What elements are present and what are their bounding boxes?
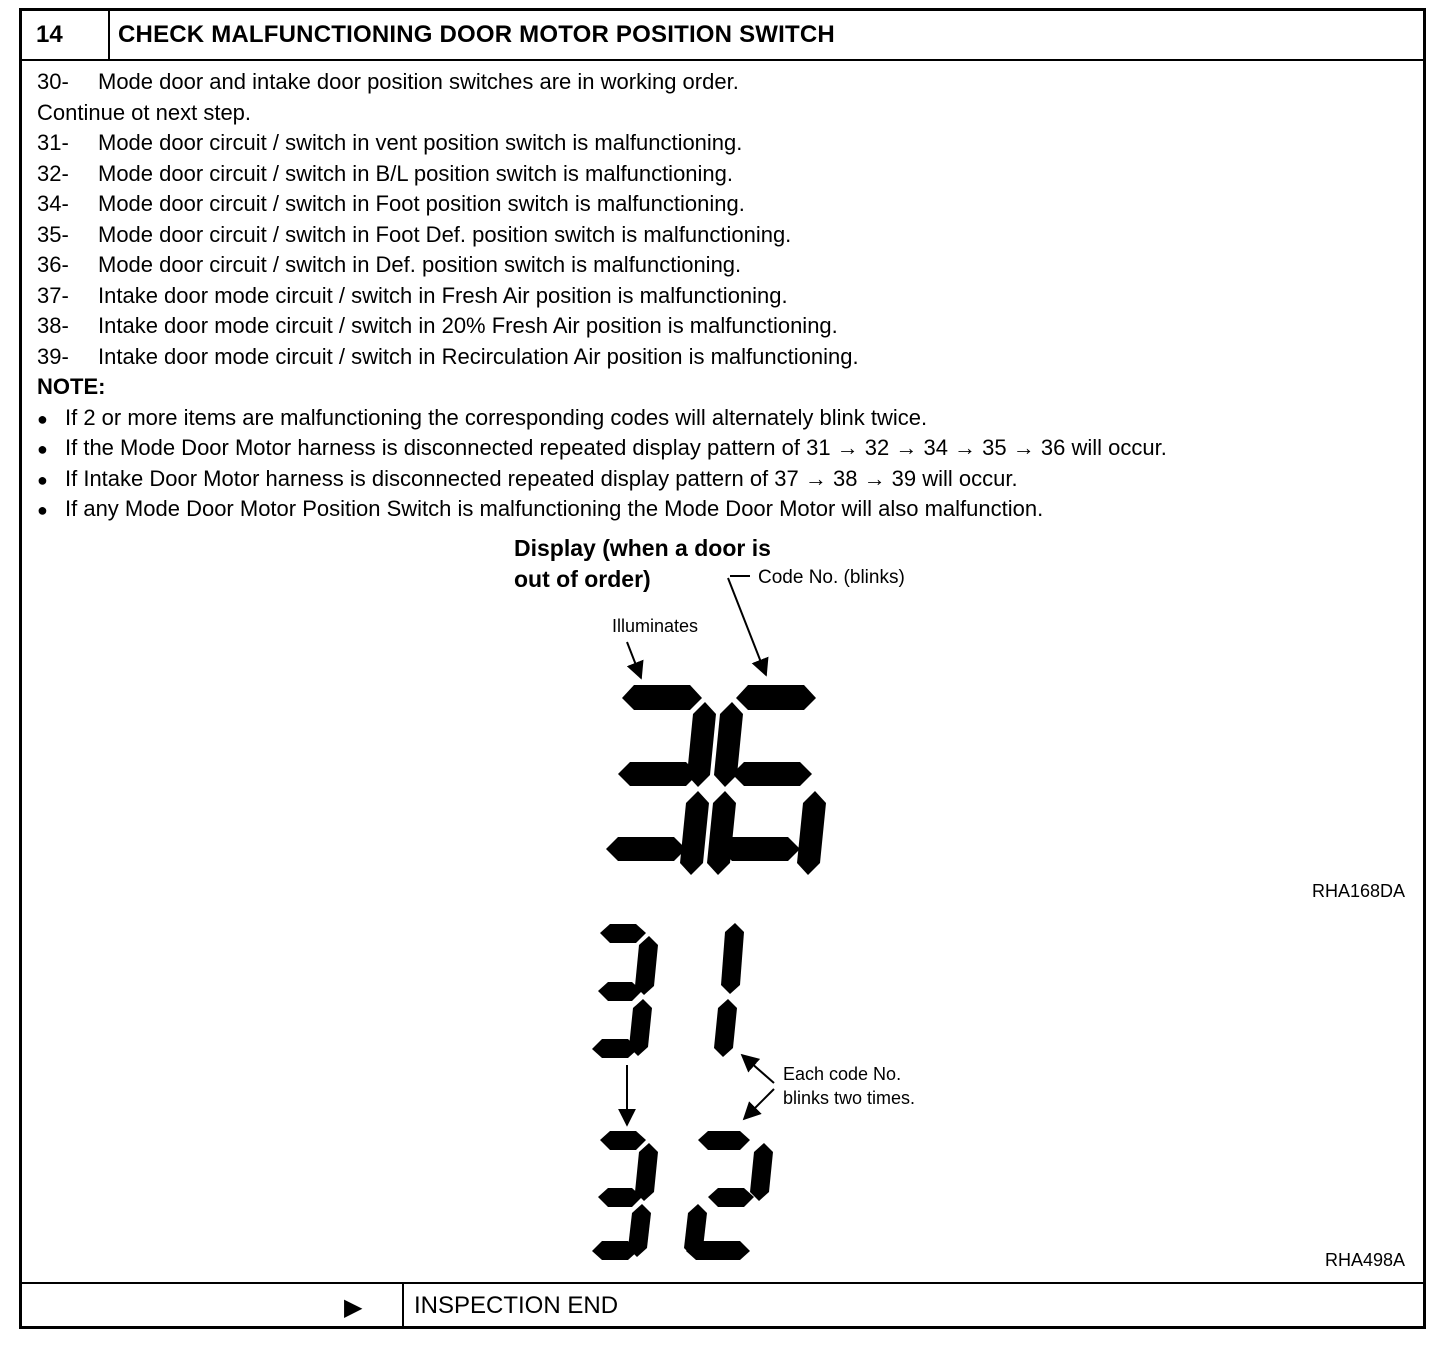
seven-segment-digit-1 [714,923,744,1057]
note-label: NOTE: [37,374,106,399]
play-arrow-icon: ▶ [344,1294,363,1321]
note-text: If any Mode Door Motor Position Switch is malfunctioning the Mode Door Motor will also malfunction. [65,496,1044,521]
code-description: Mode door circuit / switch in B/L position switch is malfunctioning. [98,160,734,186]
seven-segment-digit-3 [592,924,658,1058]
code-number: 38- [37,313,69,338]
code-description: Mode door circuit / switch in Def. position switch is malfunctioning. [98,252,742,277]
code-description: Mode door circuit / switch in Foot position switch is malfunctioning. [98,191,745,216]
code-number: 35- [37,221,69,247]
code-description: Intake door mode circuit / switch in 20% Fresh Air position is malfunctioning. [98,313,838,338]
figure-reference: RHA168DA [1312,881,1406,901]
blink-note: Each code No. [783,1064,902,1084]
arrow-icon [728,578,766,675]
step-number: 14 [22,11,110,59]
code-number: 34- [37,191,69,216]
code-description: Mode door circuit / switch in Foot Def. position switch is malfunctioning. [98,221,792,247]
note-text: If the Mode Door Motor harness is disconnected repeated display pattern of 31 → 32 → 34 → 35 → 36 will occur. [65,435,1167,460]
bullet-icon: ● [37,439,48,459]
arrow-icon [742,1055,774,1083]
code-number: 39- [37,343,69,369]
figure-rha498a [592,923,1405,1270]
note-text: If Intake Door Motor harness is disconnected repeated display pattern of 37 → 38 → 39 will occur. [65,465,1018,491]
code-number: 30- [37,69,69,94]
code-number: 32- [37,160,69,186]
seven-segment-digit-3 [592,1131,658,1260]
display-figures [22,11,1423,1279]
step-title: CHECK MALFUNCTIONING DOOR MOTOR POSITION SWITCH [118,21,835,48]
code-description: Mode door and intake door position switches are in working order. [98,69,739,94]
code-description: Intake door mode circuit / switch in Recirculation Air position is malfunctioning. [98,343,859,369]
seven-segment-digit-6 [707,685,826,875]
code-description: Intake door mode circuit / switch in Fresh Air position is malfunctioning. [98,282,788,308]
footer-arrow-cell [22,1284,404,1328]
code-no-label: Code No. (blinks) [758,567,905,588]
arrow-icon [627,642,641,678]
procedure-frame [19,8,1426,1329]
code-description: Mode door circuit / switch in vent position switch is malfunctioning. [98,130,743,155]
code-description: Continue ot next step. [37,99,252,125]
seven-segment-digit-2 [684,1131,773,1260]
seven-segment-digit-3 [606,685,716,875]
figure-title: out of order) [514,566,651,592]
note-text: If 2 or more items are malfunctioning the corresponding codes will alternately blink twice. [65,404,928,430]
figure-reference: RHA498A [1325,1250,1406,1270]
illuminates-label: Illuminates [612,616,699,636]
bullet-icon: ● [37,500,48,520]
figure-rha168da [514,535,1405,901]
footer-row [22,1282,1423,1328]
blink-note: blinks two times. [783,1088,916,1108]
inspection-end-label: INSPECTION END [414,1292,619,1319]
code-number: 36- [37,252,69,277]
code-number: 37- [37,282,69,308]
code-number: 31- [37,130,69,155]
bullet-icon: ● [37,408,48,429]
bullet-icon: ● [37,469,48,490]
figure-title: Display (when a door is [514,535,771,561]
arrow-icon [744,1089,774,1119]
